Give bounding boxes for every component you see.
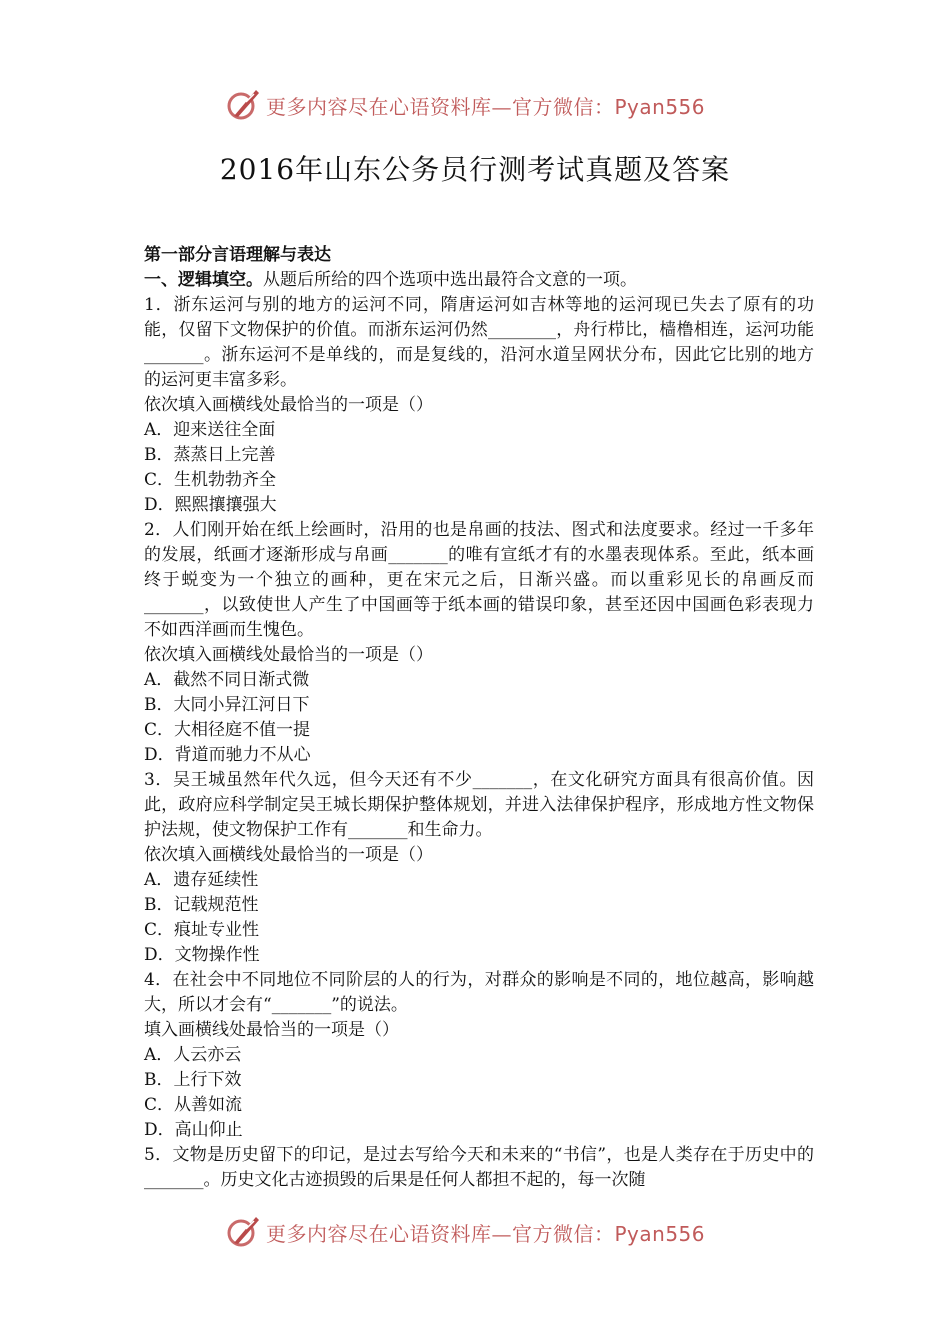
subsection-heading [144, 268, 814, 293]
option-b: B．上行下效 [144, 1070, 242, 1090]
question-text: 2．人们刚开始在纸上绘画时，沿用的也是帛画的技法、图式和法度要求。经过一千多年的发展，纸画才逐渐形成与帛画_______的唯有宣纸才有的水墨表现体系。至此，纸本画终于蜕变为一个独立的画种，更在宋元之后，日渐兴盛。而以重彩见长的帛画反而_______，以致使世人产生了中国画等于纸本画的错误印象，甚至还因中国画色彩表现力不如西洋画而生愧色。 [144, 520, 814, 640]
option-a: A．人云亦云 [144, 1045, 242, 1065]
subsection-instruction: 从题后所给的四个选项中选出最符合文意的一项。 [263, 270, 637, 290]
option-d: D．背道而驰力不从心 [144, 745, 311, 765]
option-b: B．记载规范性 [144, 895, 259, 915]
question-prompt: 依次填入画横线处最恰当的一项是（） [144, 845, 433, 865]
option-b: B．蒸蒸日上完善 [144, 445, 276, 465]
option-a: A．截然不同日渐式微 [144, 670, 310, 690]
option-a: A．遗存延续性 [144, 870, 259, 890]
page-title: 2016年山东公务员行测考试真题及答案 [219, 153, 731, 186]
option-d: D．熙熙攘攘强大 [144, 495, 277, 515]
section-title: 第一部分言语理解与表达 [144, 245, 331, 265]
option-d: D．文物操作性 [144, 945, 260, 965]
document-body [144, 243, 814, 1193]
quill-logo-icon [226, 1213, 262, 1249]
option-c: C．痕址专业性 [144, 920, 260, 940]
question-text: 1．浙东运河与别的地方的运河不同，隋唐运河如吉林等地的运河现已失去了原有的功能，仅留下文物保护的价值。而浙东运河仍然________，舟行栉比，樯橹相连，运河功能_______。浙东运河不是单线的，而是复线的，沿河水道呈网状分布，因此它比别的地方的运河更丰富多彩。 [144, 295, 814, 390]
footer-banner [0, 1211, 950, 1251]
subsection-label: 一、逻辑填空。 [144, 270, 263, 290]
question-text: 5．文物是历史留下的印记，是过去写给今天和未来的“书信”，也是人类存在于历史中的_______。历史文化古迹损毁的后果是任何人都担不起的，每一次随 [144, 1145, 814, 1190]
option-c: C．从善如流 [144, 1095, 243, 1115]
question-prompt: 依次填入画横线处最恰当的一项是（） [144, 395, 433, 415]
question-prompt: 填入画横线处最恰当的一项是（） [144, 1020, 399, 1040]
option-c: C．大相径庭不值一提 [144, 720, 311, 740]
quill-logo-icon [226, 86, 262, 122]
banner-wechat: Pyan556 [614, 1222, 706, 1246]
header-banner [0, 84, 950, 124]
banner-text: 更多内容尽在心语资料库—官方微信：Pyan556 [266, 1222, 706, 1246]
option-b: B．大同小异江河日下 [144, 695, 310, 715]
option-d: D．高山仰止 [144, 1120, 243, 1140]
question-prompt: 依次填入画横线处最恰当的一项是（） [144, 645, 433, 665]
question-text: 4．在社会中不同地位不同阶层的人的行为，对群众的影响是不同的，地位越高，影响越大，所以才会有“_______”的说法。 [144, 970, 814, 1015]
option-c: C．生机勃勃齐全 [144, 470, 277, 490]
question-text: 3．吴王城虽然年代久远，但今天还有不少_______，在文化研究方面具有很高价值。因此，政府应科学制定吴王城长期保护整体规划，并进入法律保护程序，形成地方性文物保护法规，使文物保护工作有_______和生命力。 [144, 770, 814, 840]
banner-text: 更多内容尽在心语资料库—官方微信：Pyan556 [266, 95, 706, 119]
banner-wechat: Pyan556 [614, 95, 706, 119]
option-a: A．迎来送往全面 [144, 420, 276, 440]
